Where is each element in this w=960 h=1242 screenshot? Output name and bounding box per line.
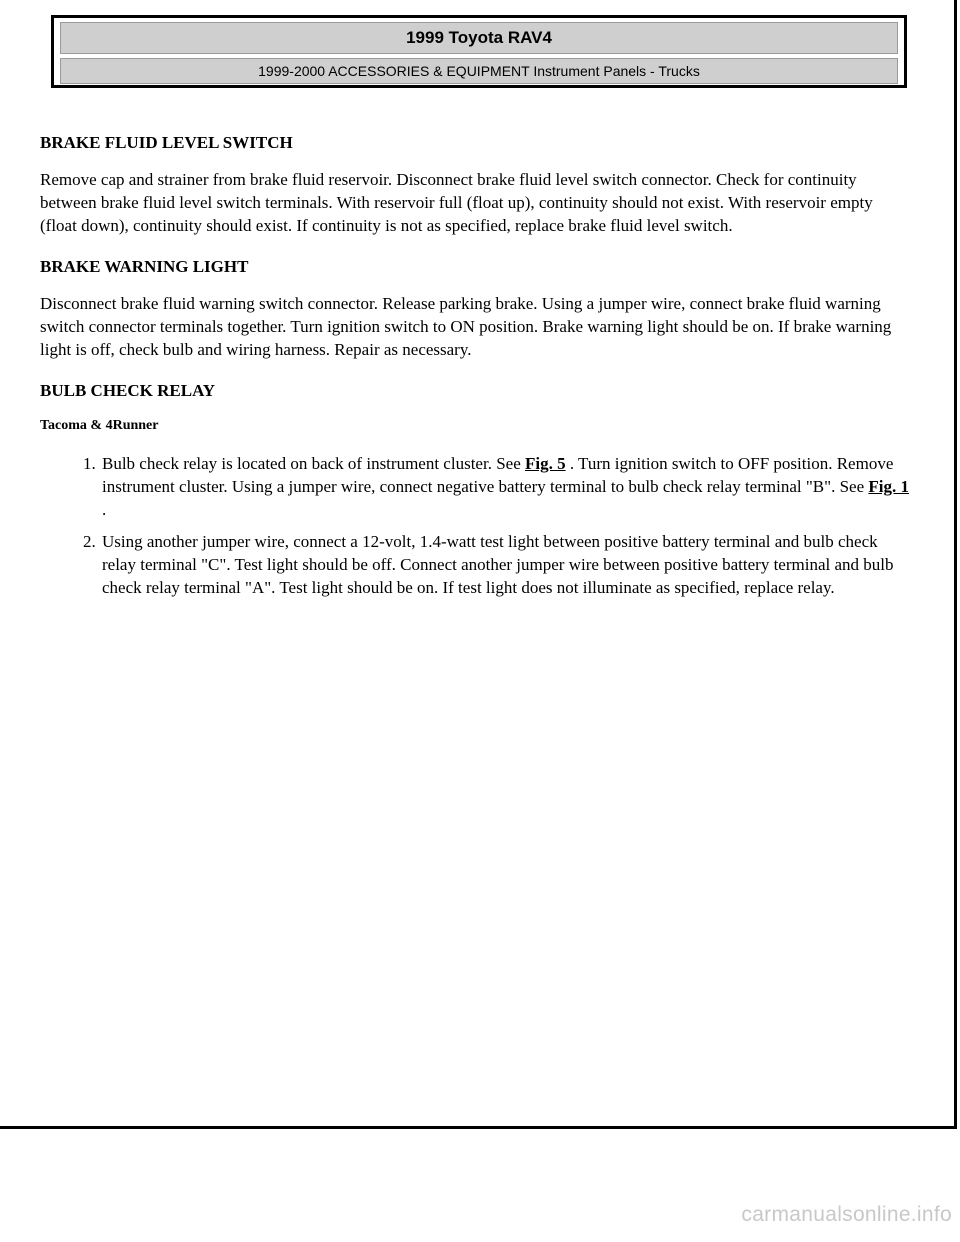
- document-header: [51, 15, 907, 88]
- step-text: . Turn ignition switch to OFF position. Remove instrument cluster. Using a jumper wire, connect negative battery terminal to bulb check relay terminal "B". See: [102, 454, 894, 496]
- section-heading-brake-warning-light: BRAKE WARNING LIGHT: [40, 257, 249, 276]
- step-text: Bulb check relay is located on back of instrument cluster. See: [102, 454, 525, 473]
- list-item: [100, 452, 910, 521]
- procedure-list: [40, 452, 910, 599]
- paragraph-brake-fluid-level-switch: Remove cap and strainer from brake fluid reservoir. Disconnect brake fluid level switch connector. Check for continuity between brake fluid level switch terminals. With reservoir full (float up), continuity should not exist. With reservoir empty (float down), continuity should exist. If continuity is not as specified, replace brake fluid level switch.: [40, 170, 873, 235]
- section-heading-brake-fluid-level-switch: BRAKE FLUID LEVEL SWITCH: [40, 133, 293, 152]
- fig-1-link[interactable]: Fig. 1: [868, 477, 909, 496]
- watermark: carmanualsonline.info: [741, 1203, 952, 1226]
- list-item: [100, 530, 910, 599]
- document-body: [40, 125, 910, 608]
- subheading-tacoma-4runner: Tacoma & 4Runner: [40, 418, 159, 433]
- step-text: .: [102, 500, 107, 519]
- header-title: 1999 Toyota RAV4: [60, 22, 898, 54]
- section-heading-bulb-check-relay: BULB CHECK RELAY: [40, 381, 216, 400]
- header-subtitle: 1999-2000 ACCESSORIES & EQUIPMENT Instrument Panels - Trucks: [60, 58, 898, 84]
- paragraph-brake-warning-light: Disconnect brake fluid warning switch connector. Release parking brake. Using a jumper wire, connect brake fluid warning switch connector terminals together. Turn ignition switch to ON position. Brake warning light should be on. If brake warning light is off, check bulb and wiring harness. Repair as necessary.: [40, 294, 892, 359]
- fig-5-link[interactable]: Fig. 5: [524, 454, 566, 473]
- step-text: Using another jumper wire, connect a 12-volt, 1.4-watt test light between positive battery terminal and bulb check relay terminal "C". Test light should be off. Connect another jumper wire between positive battery terminal and bulb check relay terminal "A". Test light should be on. If test light does not illuminate as specified, replace relay.: [102, 532, 894, 597]
